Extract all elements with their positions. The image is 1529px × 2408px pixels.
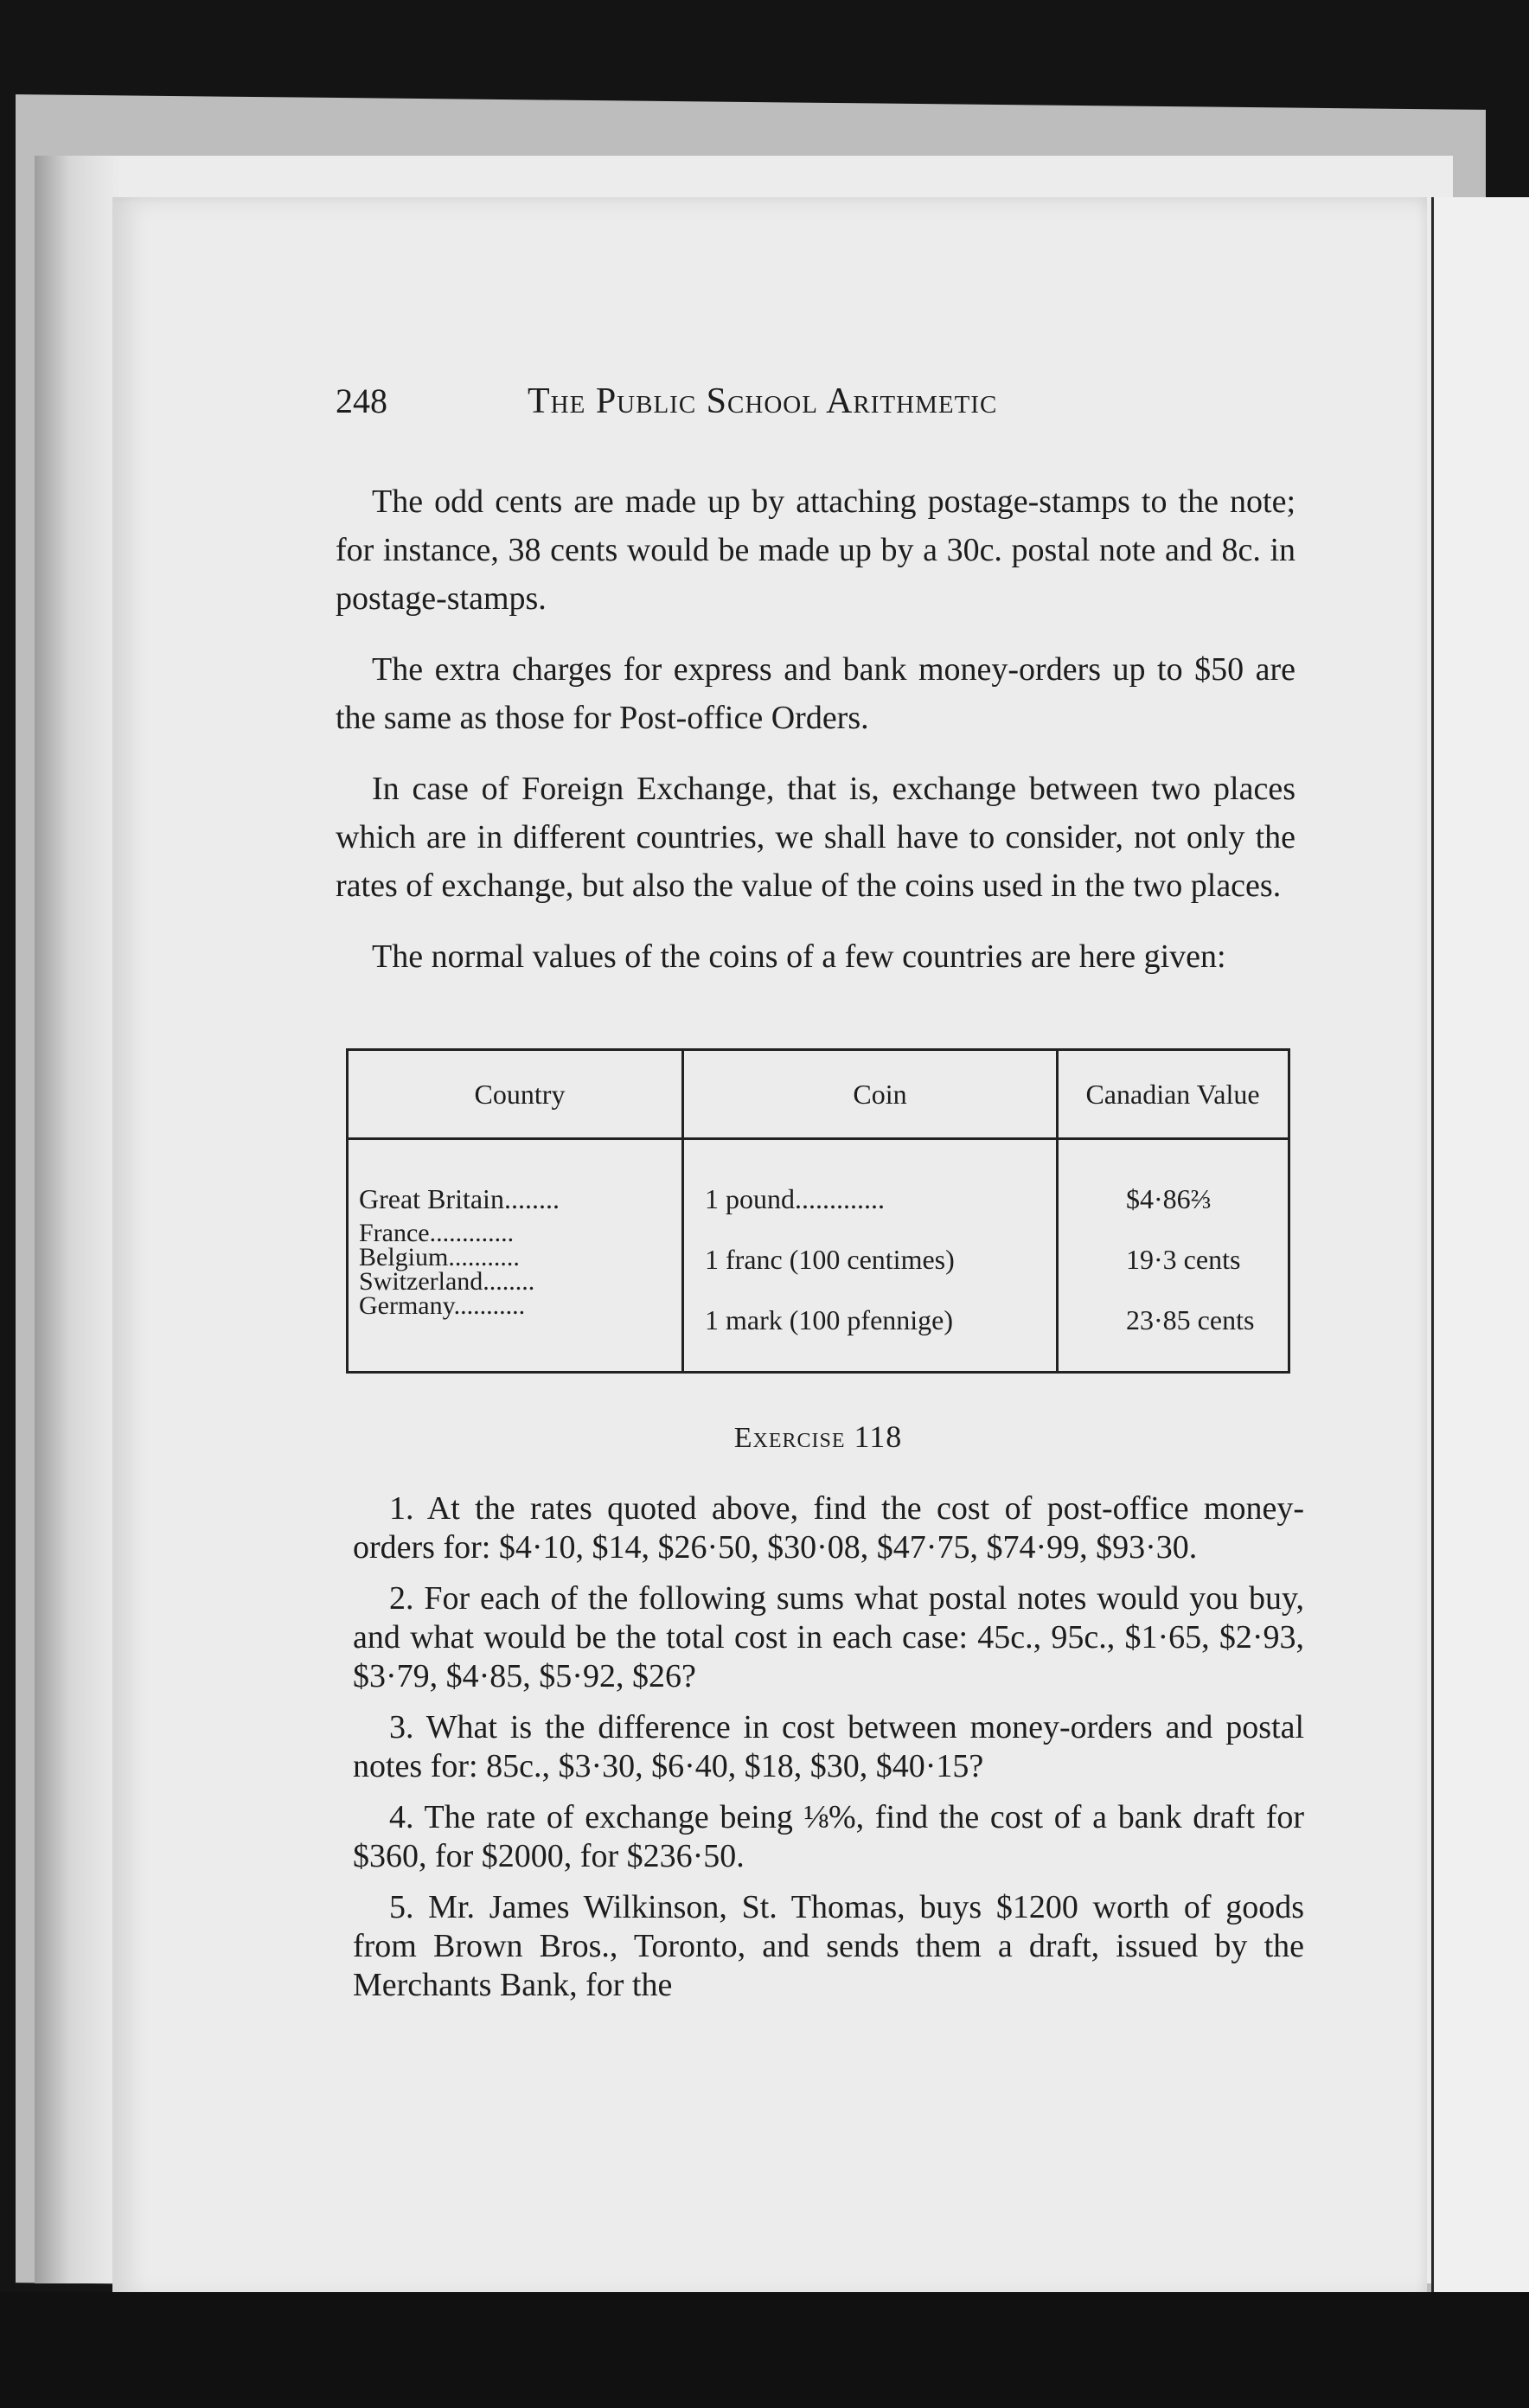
canadian-value: $4·86⅔ bbox=[1126, 1183, 1212, 1214]
column-header-coin: Coin bbox=[683, 1050, 1058, 1139]
table-row bbox=[348, 1139, 1289, 1373]
country-name: Great Britain........ bbox=[359, 1183, 560, 1214]
coin-cell bbox=[683, 1139, 1058, 1373]
country-cell bbox=[348, 1139, 683, 1373]
exercise-item: 2. For each of the following sums what postal notes would you buy, and what would be the total cost in each case: 45c., 95c., $1·65, $2·93, $3·79, $4·85, $5·92, $26? bbox=[353, 1580, 1304, 1694]
canadian-value: 19·3 cents bbox=[1126, 1244, 1241, 1275]
value-cell bbox=[1058, 1139, 1289, 1373]
exercise-number: 118 bbox=[854, 1419, 903, 1454]
paragraph: In case of Foreign Exchange, that is, exchange between two places which are in different countries, we shall have to consider, not only the rates of exchange, but also the value of the coins used in the two places. bbox=[336, 771, 1295, 904]
table-header-row bbox=[348, 1050, 1289, 1139]
coin-values-table bbox=[346, 1048, 1290, 1374]
facing-page-edge bbox=[1431, 197, 1529, 2299]
paragraph: The odd cents are made up by attaching postage-stamps to the note; for instance, 38 cents would be made up by a 30c. postal note and 8c. in postage-stamps. bbox=[336, 484, 1295, 617]
exercise-item: 4. The rate of exchange being ⅛%, find the cost of a bank draft for $360, for $2000, for $236·50. bbox=[353, 1799, 1304, 1874]
exercise-list bbox=[353, 1489, 1304, 2017]
exercise-item: 5. Mr. James Wilkinson, St. Thomas, buys $1200 worth of goods from Brown Bros., Toronto, and sends them a draft, issued by the Merchants Bank, for the bbox=[353, 1889, 1304, 2003]
page-content bbox=[336, 381, 1295, 1003]
country-name: Switzerland........ bbox=[359, 1267, 535, 1296]
country-name: France............. bbox=[359, 1219, 515, 1247]
page-number: 248 bbox=[336, 381, 387, 420]
running-head bbox=[336, 381, 1295, 432]
country-name: Belgium........... bbox=[359, 1243, 520, 1271]
exercise-item: 1. At the rates quoted above, find the cost of post-office money-orders for: $4·10, $14, $26·50, $30·08, $47·75, $74·99, $93·30. bbox=[353, 1490, 1304, 1566]
canadian-value: 23·85 cents bbox=[1126, 1304, 1255, 1335]
coin-name: 1 pound............. bbox=[705, 1183, 885, 1214]
column-header-canadian-value: Canadian Value bbox=[1058, 1050, 1289, 1139]
background-bottom bbox=[0, 2292, 1529, 2408]
exercise-heading bbox=[346, 1419, 1290, 1455]
column-header-country: Country bbox=[348, 1050, 683, 1139]
paragraph: The normal values of the coins of a few countries are here given: bbox=[372, 938, 1226, 975]
exercise-item: 3. What is the difference in cost between money-orders and postal notes for: 85c., $3·30, $6·40, $18, $30, $40·15? bbox=[353, 1709, 1304, 1784]
exercise-label: Exercise bbox=[733, 1422, 846, 1454]
coin-name: 1 franc (100 centimes) bbox=[705, 1244, 955, 1275]
country-name: Germany........... bbox=[359, 1291, 526, 1320]
running-title: The Public School Arithmetic bbox=[528, 381, 998, 421]
coin-name: 1 mark (100 pfennige) bbox=[705, 1304, 954, 1335]
paragraph: The extra charges for express and bank money-orders up to $50 are the same as those for Post-office Orders. bbox=[336, 651, 1295, 736]
